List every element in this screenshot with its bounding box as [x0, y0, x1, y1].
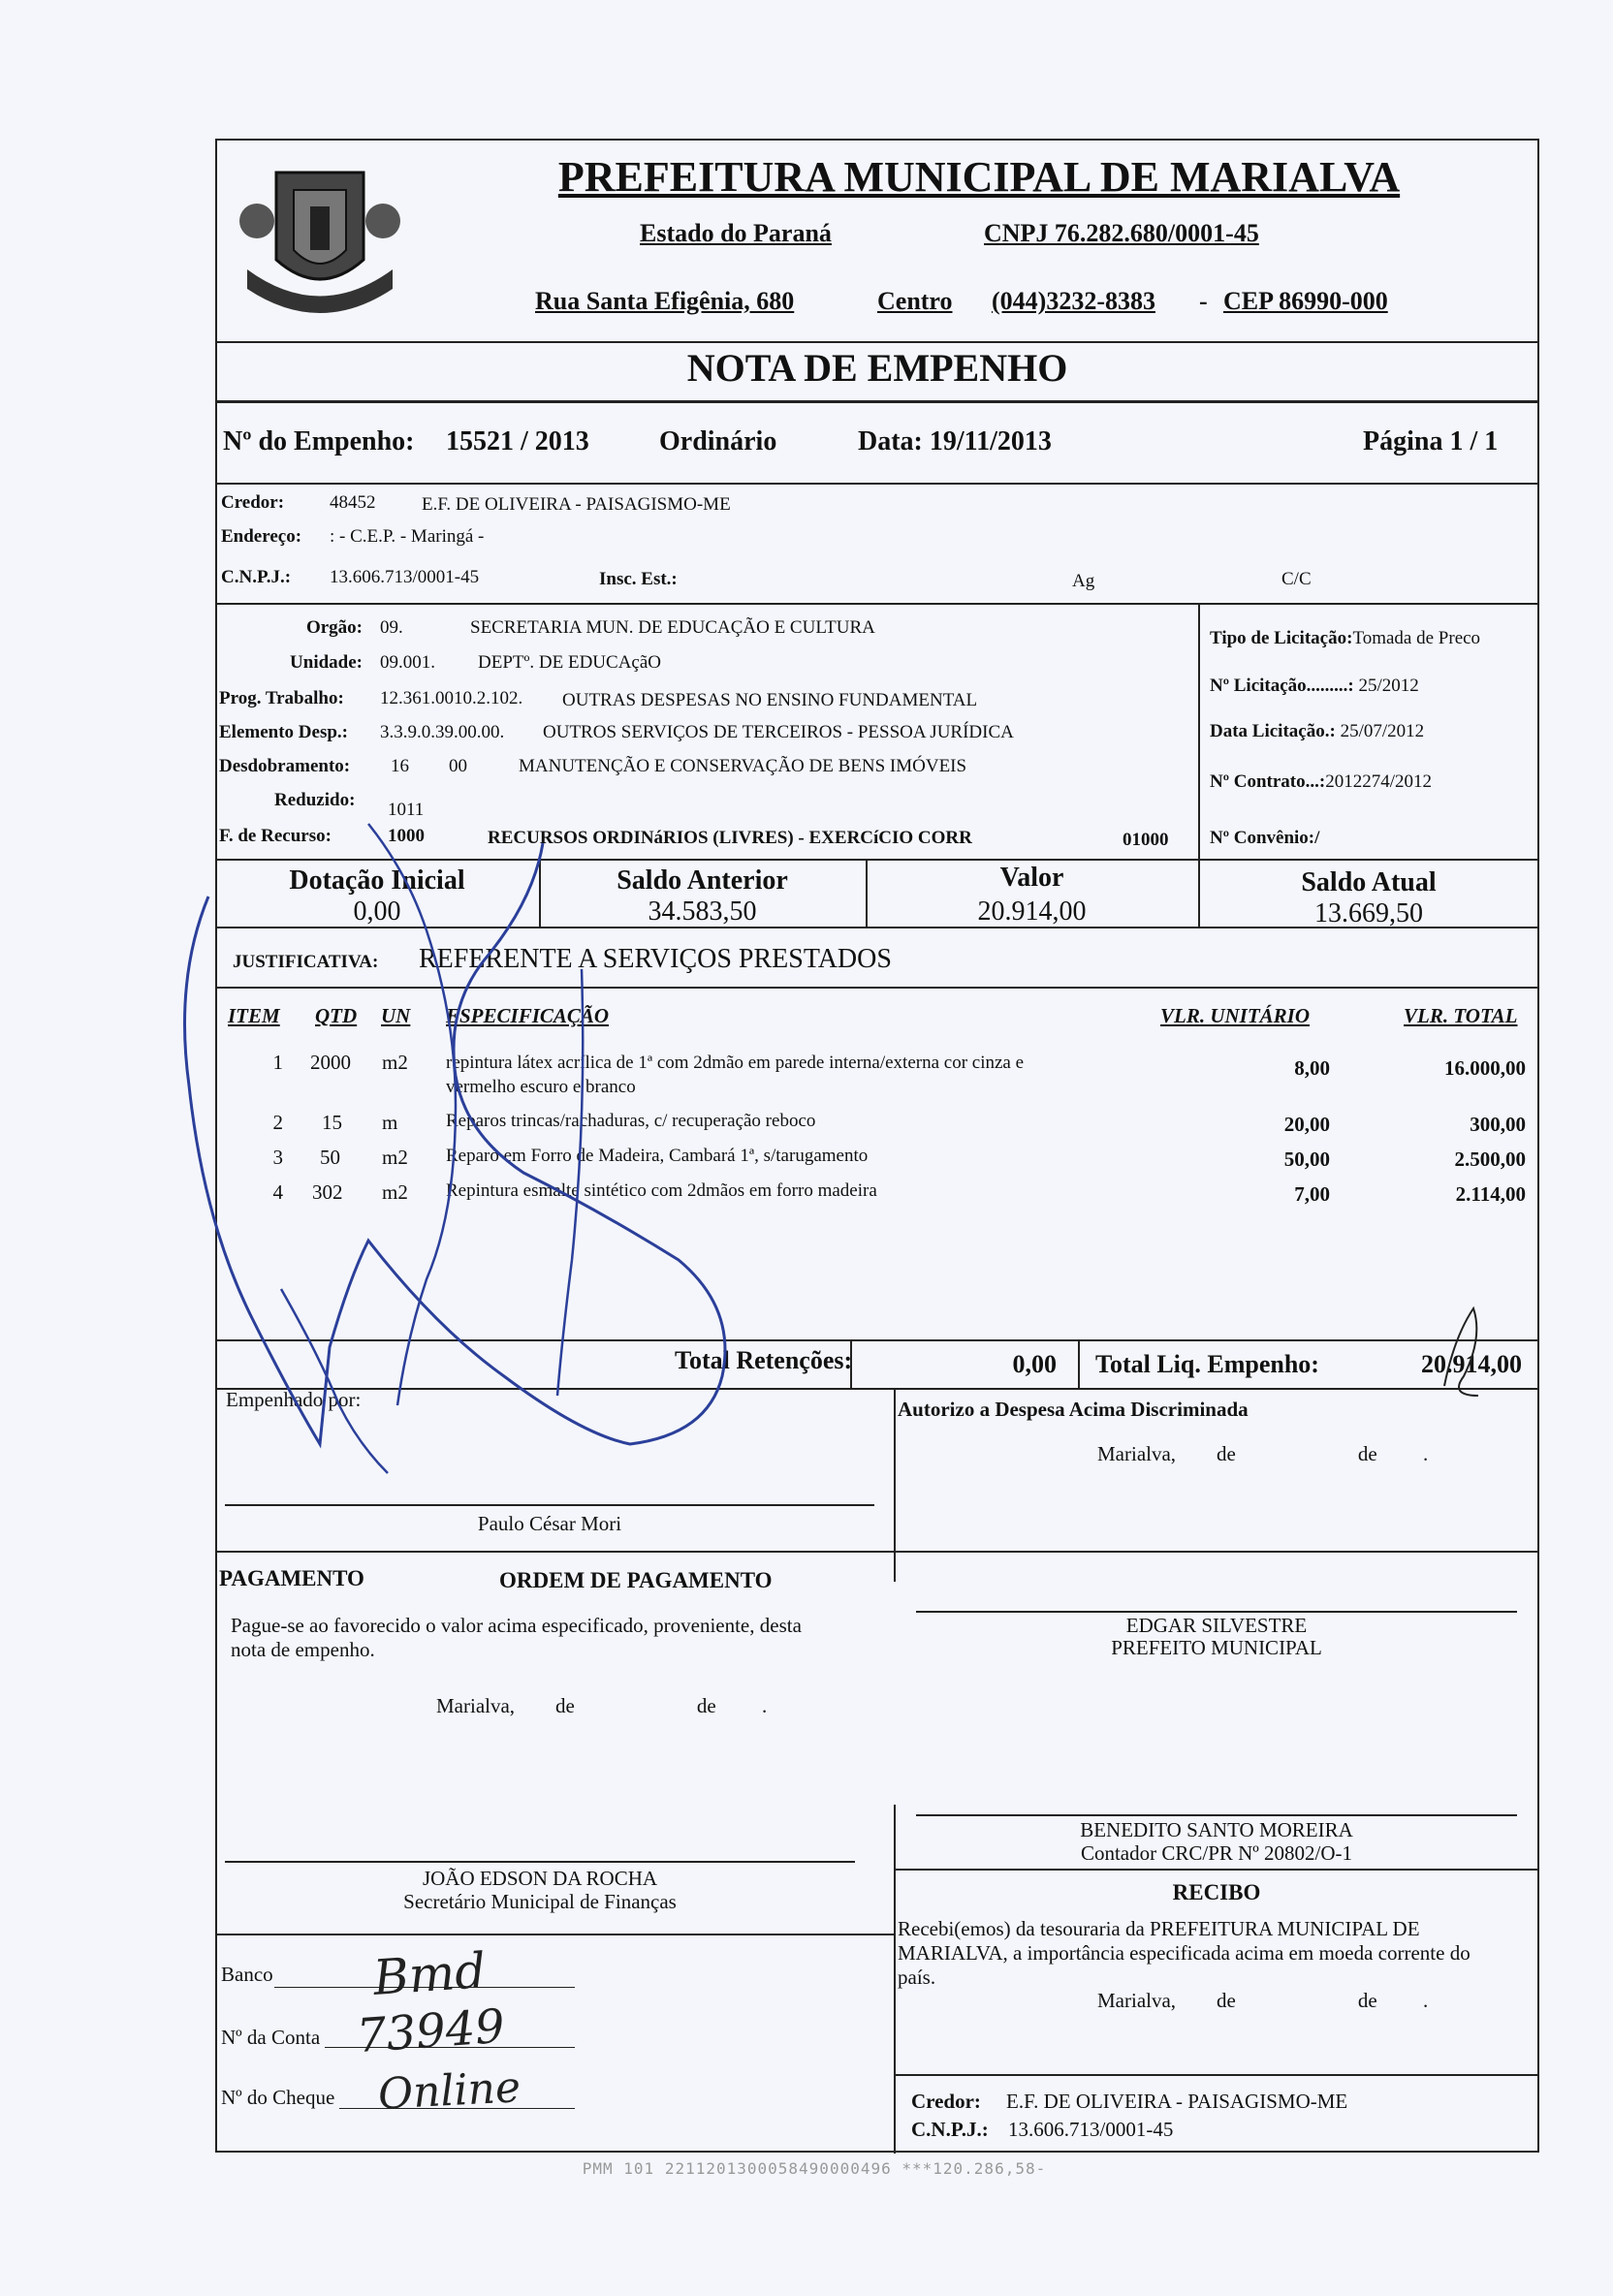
- cep-label: CEP 86990-000: [1223, 287, 1388, 315]
- institution-title: PREFEITURA MUNICIPAL DE MARIALVA: [557, 153, 1401, 201]
- col-vlr-total: VLR. TOTAL: [1404, 1004, 1518, 1027]
- tipo-licitacao-label: Tipo de Licitação:: [1210, 628, 1353, 648]
- prog-label: Prog. Trabalho:: [219, 688, 344, 708]
- empenhado-label: Empenhado por:: [226, 1388, 362, 1411]
- num-licitacao-label: Nº Licitação.........:: [1210, 676, 1354, 696]
- col-especificacao: ESPECIFICAÇÃO: [446, 1004, 610, 1027]
- retencoes-value: 0,00: [1012, 1350, 1057, 1378]
- item-desc: Repintura esmalte sintético com 2dmãos em forro madeira: [446, 1180, 877, 1201]
- unidade-name: DEPTº. DE EDUCAçãO: [478, 652, 661, 673]
- secretario-name: JOÃO EDSON DA ROCHA: [422, 1867, 658, 1890]
- unidade-code: 09.001.: [380, 652, 435, 673]
- orgao-label: Orgão:: [305, 617, 363, 638]
- cheque-handwritten: Online: [376, 2062, 522, 2120]
- saldo-atual-value: 13.669,50: [1314, 898, 1423, 928]
- district-label: Centro: [877, 287, 953, 315]
- item-unit-value: 50,00: [1283, 1148, 1330, 1171]
- autorizo-city-date: Marialva, de de .: [1097, 1442, 1429, 1465]
- pagamento-text-1: Pague-se ao favorecido o valor acima especificado, proveniente, desta: [231, 1614, 802, 1637]
- item-un: m2: [382, 1051, 408, 1074]
- desdobramento-sub: 00: [449, 756, 467, 776]
- prog-name: OUTRAS DESPESAS NO ENSINO FUNDAMENTAL: [562, 690, 978, 710]
- orgao-name: SECRETARIA MUN. DE EDUCAÇÃO E CULTURA: [470, 617, 875, 638]
- convenio-label: Nº Convênio:/: [1210, 828, 1320, 848]
- item-number: 2: [272, 1111, 283, 1134]
- pagamento-text-2: nota de empenho.: [231, 1638, 375, 1661]
- cnpj-label: C.N.P.J.:: [221, 567, 292, 587]
- conta-handwritten: 73949: [355, 1998, 507, 2064]
- desdobramento-label: Desdobramento:: [219, 756, 351, 776]
- banco-label: Banco: [221, 1963, 273, 1986]
- item-qtd: 302: [312, 1180, 343, 1204]
- dotacao-value: 0,00: [353, 896, 401, 927]
- data-licitacao-value: 25/07/2012: [1340, 721, 1425, 741]
- phone-label: (044)3232-8383: [992, 287, 1155, 315]
- justificativa-text: REFERENTE A SERVIÇOS PRESTADOS: [419, 944, 892, 974]
- cc-label: C/C: [1281, 569, 1312, 589]
- tipo-licitacao-value: Tomada de Preco: [1352, 628, 1481, 648]
- empenho-type: Ordinário: [659, 426, 777, 456]
- retencoes-label: Total Retenções:: [675, 1346, 853, 1374]
- prog-code: 12.361.0010.2.102.: [380, 688, 523, 708]
- cnpj-header: CNPJ 76.282.680/0001-45: [984, 219, 1259, 247]
- recibo-cnpj-value: 13.606.713/0001-45: [1008, 2118, 1174, 2141]
- valor-value: 20.914,00: [977, 896, 1087, 927]
- endereco-value: : - C.E.P. - Maringá -: [330, 526, 485, 547]
- recurso-code: 1000: [388, 826, 425, 846]
- credor-label: Credor:: [221, 492, 285, 513]
- valor-label: Valor: [999, 863, 1064, 893]
- item-desc-2: vermelho escuro e branco: [446, 1077, 636, 1097]
- item-number: 1: [272, 1051, 283, 1074]
- item-un: m: [382, 1111, 398, 1134]
- autorizo-label: Autorizo a Despesa Acima Discriminada: [898, 1398, 1249, 1421]
- item-desc: Reparo em Forro de Madeira, Cambará 1ª, s/tarugamento: [446, 1146, 869, 1166]
- elemento-code: 3.3.9.0.39.00.00.: [380, 722, 505, 742]
- secretario-title: Secretário Municipal de Finanças: [403, 1890, 677, 1913]
- recibo-credor-value: E.F. DE OLIVEIRA - PAISAGISMO-ME: [1006, 2090, 1348, 2113]
- cheque-label: Nº do Cheque: [221, 2086, 335, 2109]
- document-title: NOTA DE EMPENHO: [686, 346, 1068, 390]
- col-vlr-unitario: VLR. UNITÁRIO: [1160, 1004, 1311, 1027]
- recibo-title: RECIBO: [1172, 1880, 1261, 1904]
- recibo-text-1: Recebi(emos) da tesouraria da PREFEITURA MUNICIPAL DE: [898, 1917, 1420, 1940]
- item-qtd: 50: [320, 1146, 340, 1169]
- empenho-number: 15521 / 2013: [446, 426, 589, 456]
- col-item: ITEM: [228, 1004, 280, 1027]
- recurso-name: RECURSOS ORDINáRIOS (LIVRES) - EXERCíCIO CORR: [488, 828, 972, 848]
- total-liq-label: Total Liq. Empenho:: [1095, 1350, 1319, 1378]
- insc-label: Insc. Est.:: [599, 569, 678, 589]
- pagamento-label: PAGAMENTO: [219, 1566, 364, 1590]
- contador-name: BENEDITO SANTO MOREIRA: [1080, 1818, 1353, 1841]
- contador-title: Contador CRC/PR Nº 20802/O-1: [1080, 1841, 1353, 1865]
- item-un: m2: [382, 1146, 408, 1169]
- state-label: Estado do Paraná: [640, 219, 832, 247]
- item-un: m2: [382, 1180, 408, 1204]
- recurso-label: F. de Recurso:: [219, 826, 332, 846]
- recibo-city-date: Marialva, de de .: [1097, 1989, 1429, 2012]
- elemento-name: OUTROS SERVIÇOS DE TERCEIROS - PESSOA JURÍDICA: [543, 722, 1014, 742]
- total-liq-value: 20.914,00: [1421, 1350, 1522, 1378]
- item-total-value: 2.114,00: [1455, 1182, 1526, 1206]
- justificativa-label: JUSTIFICATIVA:: [233, 952, 379, 972]
- item-number: 4: [272, 1180, 283, 1204]
- recibo-text-3: país.: [898, 1966, 936, 1989]
- address-label: Rua Santa Efigênia, 680: [535, 287, 795, 315]
- elemento-label: Elemento Desp.:: [219, 722, 348, 742]
- contrato-value: 2012274/2012: [1325, 771, 1432, 792]
- desdobramento-name: MANUTENÇÃO E CONSERVAÇÃO DE BENS IMÓVEIS: [519, 756, 967, 776]
- dotacao-label: Dotação Inicial: [289, 865, 465, 896]
- pagamento-city-date: Marialva, de de .: [436, 1694, 768, 1717]
- recurso-ref: 01000: [1123, 830, 1169, 850]
- col-un: UN: [381, 1004, 411, 1027]
- header-separator: -: [1199, 287, 1208, 315]
- empenho-date: Data: 19/11/2013: [858, 426, 1052, 456]
- item-total-value: 2.500,00: [1454, 1148, 1526, 1171]
- data-licitacao-label: Data Licitação.:: [1210, 721, 1336, 741]
- saldo-atual-label: Saldo Atual: [1301, 867, 1437, 897]
- recibo-text-2: MARIALVA, a importância especificada acima em moeda corrente do: [898, 1941, 1471, 1965]
- prefeito-name: EDGAR SILVESTRE: [1125, 1614, 1308, 1637]
- item-number: 3: [272, 1146, 283, 1169]
- orgao-code: 09.: [380, 617, 403, 638]
- item-desc: repintura látex acrílica de 1ª com 2dmão em parede interna/externa cor cinza e: [446, 1053, 1025, 1073]
- reduzido-value: 1011: [388, 800, 425, 820]
- recibo-cnpj-label: C.N.P.J.:: [911, 2118, 989, 2141]
- item-qtd: 15: [322, 1111, 342, 1134]
- item-desc: Reparos trincas/rachaduras, c/ recuperação reboco: [446, 1111, 816, 1131]
- ag-label: Ag: [1072, 571, 1095, 591]
- recibo-credor-label: Credor:: [911, 2090, 981, 2113]
- conta-label: Nº da Conta: [221, 2026, 321, 2049]
- prefeito-title: PREFEITO MUNICIPAL: [1111, 1636, 1322, 1659]
- item-unit-value: 7,00: [1294, 1182, 1330, 1206]
- saldo-anterior-label: Saldo Anterior: [617, 865, 788, 896]
- unidade-label: Unidade:: [290, 652, 363, 673]
- desdobramento-code: 16: [391, 756, 409, 776]
- empenhado-name: Paulo César Mori: [477, 1512, 622, 1535]
- reduzido-label: Reduzido:: [274, 790, 356, 810]
- credor-name: E.F. DE OLIVEIRA - PAISAGISMO-ME: [422, 494, 731, 515]
- empenho-label: Nº do Empenho:: [223, 426, 415, 456]
- footer-machine-code: PMM 101 2211201300058490000496 ***120.286,58-: [582, 2159, 1047, 2178]
- item-total-value: 16.000,00: [1444, 1056, 1526, 1080]
- num-licitacao-value: 25/2012: [1358, 676, 1419, 696]
- endereco-label: Endereço:: [221, 526, 302, 547]
- cnpj-value: 13.606.713/0001-45: [330, 567, 480, 587]
- item-total-value: 300,00: [1470, 1113, 1526, 1136]
- page-number: Página 1 / 1: [1363, 426, 1499, 456]
- ordem-pagamento-label: ORDEM DE PAGAMENTO: [499, 1568, 773, 1592]
- banco-handwritten: Bmd: [371, 1942, 489, 2006]
- credor-code: 48452: [330, 492, 376, 513]
- col-qtd: QTD: [315, 1004, 358, 1027]
- item-unit-value: 8,00: [1294, 1056, 1330, 1080]
- item-qtd: 2000: [310, 1051, 351, 1074]
- contrato-label: Nº Contrato...:: [1210, 771, 1326, 792]
- item-unit-value: 20,00: [1283, 1113, 1330, 1136]
- saldo-anterior-value: 34.583,50: [648, 896, 757, 927]
